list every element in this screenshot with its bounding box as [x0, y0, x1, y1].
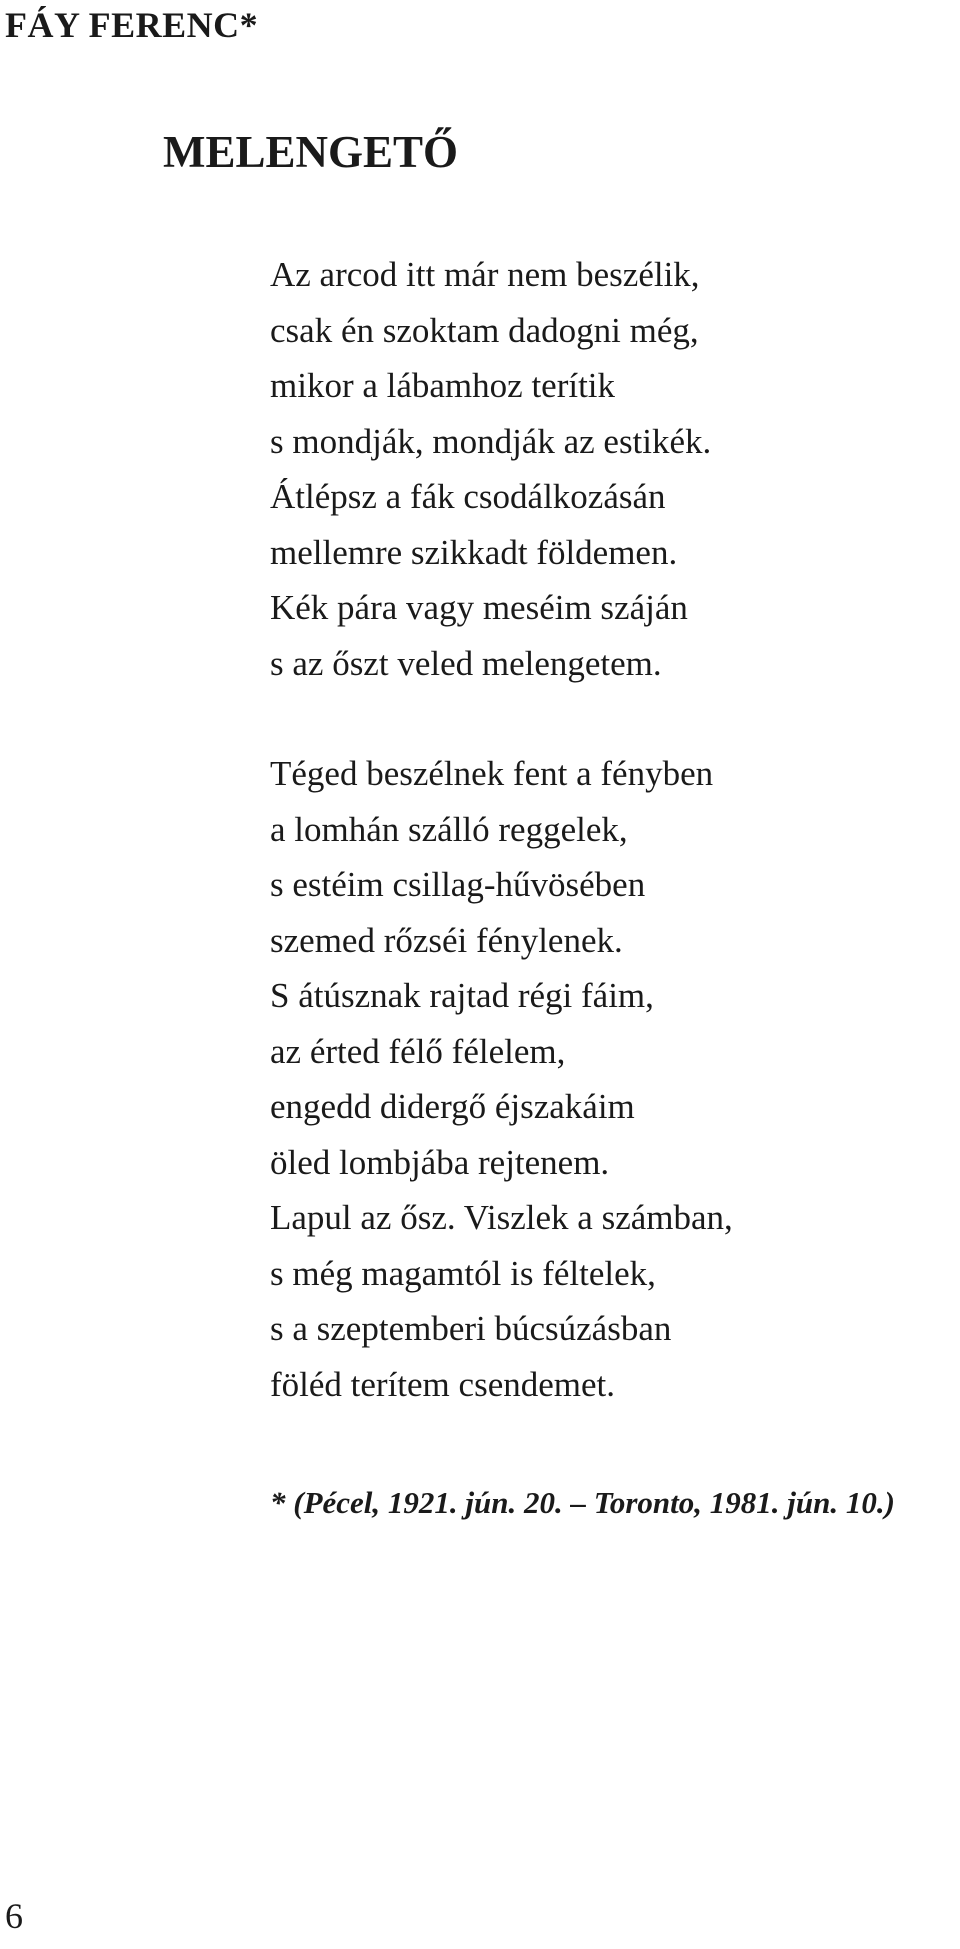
poem-title: MELENGETŐ: [163, 127, 459, 177]
poem-line: s a szeptemberi búcsúzásban: [270, 1309, 672, 1348]
poem-line: Átlépsz a fák csodálkozásán: [270, 477, 666, 516]
poem-line: Az arcod itt már nem beszélik,: [270, 255, 700, 294]
stanza-1: [270, 247, 733, 691]
poem-line: s az őszt veled melengetem.: [270, 643, 662, 683]
poem-line: s estéim csillag-hűvösében: [270, 865, 646, 904]
poem-line: Kék pára vagy meséim száján: [270, 588, 688, 627]
poem-line: engedd didergő éjszakáim: [270, 1087, 635, 1126]
poem-line: S átúsznak rajtad régi fáim,: [270, 976, 654, 1015]
poem-line: mikor a lábamhoz terítik: [270, 366, 616, 405]
page-number: 6: [5, 1896, 23, 1936]
poem-line: Téged beszélnek fent a fényben: [270, 754, 714, 793]
poem-line: föléd terítem csendemet.: [270, 1364, 615, 1404]
author-footnote: * (Pécel, 1921. jún. 20. – Toronto, 1981. jún. 10.): [270, 1485, 895, 1520]
poem-line: szemed rőzséi fénylenek.: [270, 920, 623, 960]
poem-line: mellemre szikkadt földemen.: [270, 532, 678, 572]
poem-line: csak én szoktam dadogni még,: [270, 310, 699, 350]
author-name: FÁY FERENC*: [5, 5, 259, 45]
poem-line: s mondják, mondják az estikék.: [270, 421, 712, 461]
stanza-2: [270, 746, 733, 1412]
poem-body: [270, 247, 733, 1412]
poem-line: öled lombjába rejtenem.: [270, 1142, 610, 1182]
poem-line: Lapul az ősz. Viszlek a számban,: [270, 1198, 733, 1237]
poem-line: s még magamtól is féltelek,: [270, 1253, 656, 1293]
poem-line: a lomhán szálló reggelek,: [270, 809, 628, 849]
poem-line: az érted félő félelem,: [270, 1031, 566, 1071]
